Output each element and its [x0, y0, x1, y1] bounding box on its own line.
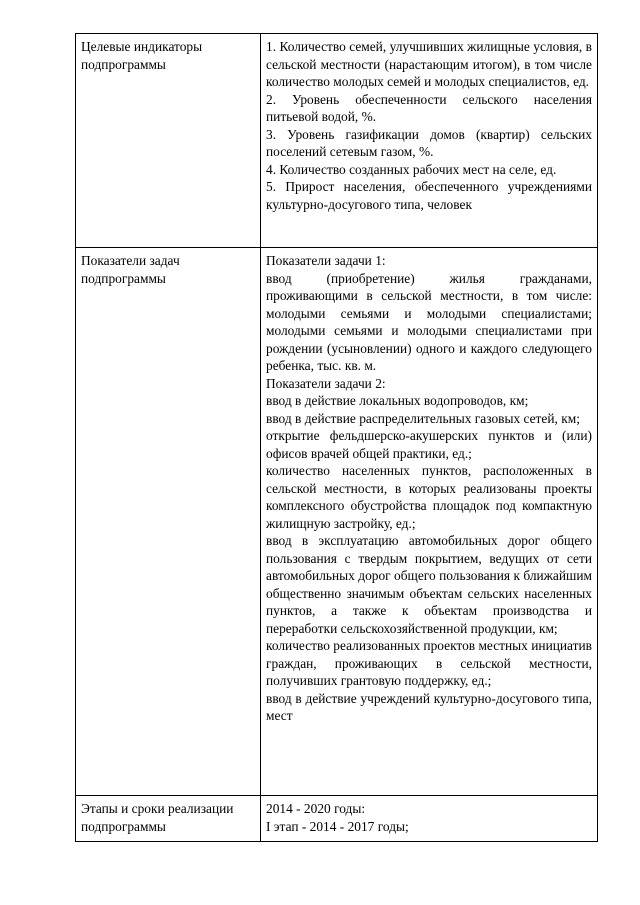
task-indicator-item: количество реализованных проектов местных инициатив граждан, проживающих в сельской местности, получивших грантовую поддержку, ед.;: [266, 638, 592, 688]
task-indicator-item: ввод в действие локальных водопроводов, км;: [266, 393, 529, 408]
indicator-item: 4. Количество созданных рабочих мест на селе, ед.: [266, 161, 557, 177]
table-row: [76, 34, 598, 248]
task-indicator-item: ввод в действие распределительных газовых сетей, км;: [266, 410, 580, 426]
indicator-item: 2. Уровень обеспеченности сельского населения питьевой водой, %.: [266, 91, 592, 124]
table-row: [76, 248, 598, 796]
indicator-item: 3. Уровень газификации домов (квартир) сельских поселений сетевым газом, %.: [266, 126, 592, 159]
task-indicator-item: ввод в действие учреждений культурно-досугового типа, мест: [266, 690, 592, 723]
stage-item: I этап - 2014 - 2017 годы;: [266, 818, 409, 834]
row-label-target-indicators: Целевые индикаторы подпрограммы: [76, 34, 261, 248]
task-indicator-item: открытие фельдшерско-акушерских пунктов и (или) офисов врачей общей практики, ед.;: [266, 428, 592, 461]
row-label-task-indicators: Показатели задач подпрограммы: [76, 248, 261, 796]
task-indicator-item: ввод (приобретение) жилья гражданами, проживающими в сельской местности, в том числе: молодыми семьями и молодыми специалистами; молодыми семьями и молодыми специалистами при рождении (усыновлении) одного и каждого следующего ребенка, тыс. кв. м.: [266, 270, 592, 373]
task-indicator-item: ввод в эксплуатацию автомобильных дорог общего пользования с твердым покрытием, ведущих от сети автомобильных дорог общего пользования к ближайшим общественно значимым объектам сельских населенных пунктов, а также к объектам производства и переработки сельскохозяйственной продукции, км;: [266, 533, 592, 636]
task-heading: Показатели задачи 2:: [266, 375, 386, 391]
table-row: [76, 796, 598, 842]
row-label-stages: Этапы и сроки реализации подпрограммы: [76, 796, 261, 842]
document-table: [75, 33, 598, 842]
indicator-item: 1. Количество семей, улучшивших жилищные условия, в сельской местности (нарастающим итогом), в том числе количество молодых семей и молодых специалистов, ед.: [266, 39, 592, 89]
task-heading: Показатели задачи 1:: [266, 253, 386, 268]
row-content-stages: [261, 796, 598, 842]
row-content-task-indicators: [261, 248, 598, 796]
task-indicator-item: количество населенных пунктов, расположенных в сельской местности, в которых реализованы проекты комплексного обустройства площадок под компактную жилищную застройку, ед.;: [266, 463, 592, 531]
row-content-target-indicators: [261, 34, 598, 248]
stage-item: 2014 - 2020 годы:: [266, 801, 366, 816]
indicator-item: 5. Прирост населения, обеспеченного учреждениями культурно-досугового типа, человек: [266, 179, 592, 212]
